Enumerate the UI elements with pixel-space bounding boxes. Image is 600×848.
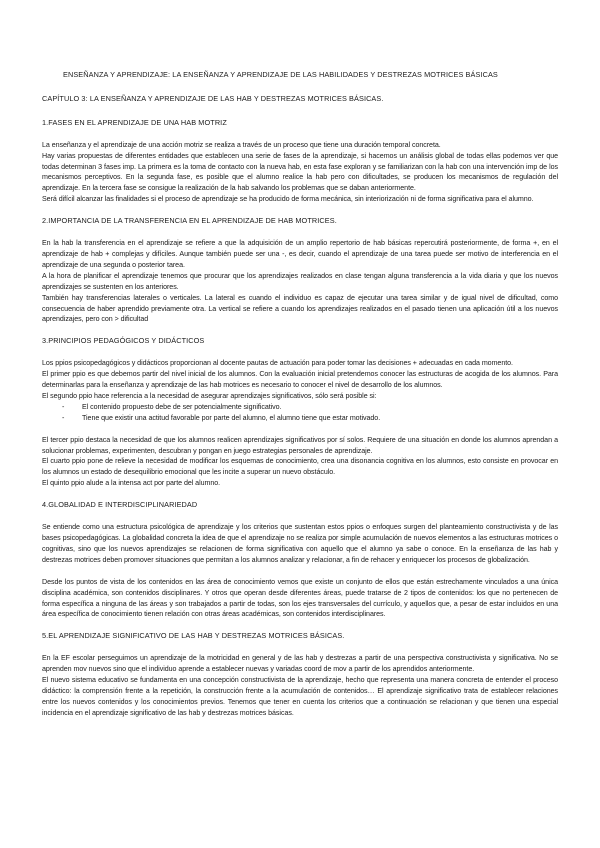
bullet-item (42, 413, 558, 424)
dash-bullet-icon: - (62, 413, 65, 422)
section-heading: 1.FASES EN EL APRENDIZAJE DE UNA HAB MOTRIZ (42, 117, 227, 127)
section-heading: 2.IMPORTANCIA DE LA TRANSFERENCIA EN EL APRENDIZAJE DE HAB MOTRICES. (42, 216, 337, 226)
paragraph: Los ppios psicopedagógicos y didácticos proporcionan al docente pautas de actuación para poder tomar las decisiones + adecuadas en cada momento. (42, 359, 513, 368)
paragraph: El cuarto ppio pone de relieve la necesidad de modificar los esquemas de conocimiento, crea una disonancia cognitiva en los alumnos, esto consiste en provocar en los alumnos un estado de desequilibrio emocional que les incite a superar un nuevo obstáculo. (42, 457, 558, 477)
paragraph: El primer ppio es que debemos partir del nivel inicial de los alumnos. Con la evaluación inicial pretendemos conocer las estructuras de acogida de los alumnos. Para determinarlas para la enseñanza y aprendizaje de las hab motrices es necesario to conocer el nivel de desarrollo de los alumnos. (42, 370, 558, 390)
document-page (42, 70, 558, 730)
paragraph: Hay varias propuestas de diferentes entidades que establecen una serie de fases de la aprendizaje, si hacemos un análisis global de todas ellas podemos ver que todas determinan 3 fases imp. La primera es la toma de contacto con la nueva hab, en esta fase exploran y se familiarizan con la hab con una intervención imp de los mecanismos perceptivos. En la segunda fase, es posible que el alumno realice la hab pero con dificultades, se producen los mecanismos de regulación del aprendizaje. En la tercera fase se consigue la realización de la hab salvando los problemas que se daban anteriormente. (42, 151, 558, 193)
paragraph: A la hora de planificar el aprendizaje tenemos que procurar que los aprendizajes realizados en clase tengan alguna transferencia a la vida diaria y que los nuevos aprendizajes se sustenten en los anteriores. (42, 271, 558, 291)
section-heading: 3.PRINCIPIOS PEDAGÓGICOS Y DIDÁCTICOS (42, 336, 205, 346)
paragraph: En la hab la transferencia en el aprendizaje se refiere a que la adquisición de un amplio repertorio de hab básicas repercutirá posteriormente, de forma +, en el aprendizaje de hab + complejas y difíciles. Aunque también puede ser una -, es decir, cuando el aprendizaje de una tarea puede ser motivo de interferencia en el aprendizaje de una segunda o posterior tarea. (42, 239, 558, 269)
paragraph: Será difícil alcanzar las finalidades si el proceso de aprendizaje se ha producido de forma mecánica, sin interiorización ni de forma significativa para el alumno. (42, 195, 534, 204)
section-4 (42, 500, 558, 620)
paragraph: El quinto ppio alude a la intensa act por parte del alumno. (42, 479, 221, 488)
dash-bullet-icon: - (62, 402, 65, 411)
bullet-text: El contenido propuesto debe de ser potencialmente significativo. (82, 402, 282, 411)
section-heading: 4.GLOBALIDAD E INTERDISCIPLINARIEDAD (42, 500, 198, 510)
bullet-text: Tiene que existir una actitud favorable por parte del alumno, el alumno tiene que estar motivado. (82, 413, 381, 422)
bullet-item (42, 402, 558, 413)
section-1 (42, 118, 558, 205)
paragraph: Se entiende como una estructura psicológica de aprendizaje y los criterios que sustentan estos ppios o enfoques surgen del planteamiento constructivista y de las bases psicopedagógicas. La globalidad concreta la idea de que el aprendizaje no se realiza por simple acumulación de nuevos elementos a las estructuras motrices o cognitivas, sino que los nuevos aprendizajes se relacionen de forma significativa con aquello que el alumno ya sabe o conoce. En la enseñanza de las hab y destrezas motrices deben promover situaciones que permitan a los alumnos analizar y relacionar, a fin de rehacer y enriquecer los procesos de globalización. (42, 523, 558, 564)
section-3 (42, 336, 558, 489)
spacer (42, 566, 558, 577)
bullet-list (42, 402, 558, 424)
section-5 (42, 631, 558, 718)
paragraph: En la EF escolar perseguimos un aprendizaje de la motricidad en general y de las hab y destrezas a partir de una perspectiva constructivista y significativa. No se aprenden mov nuevos sino que el individuo aprende a establecer nuevas y variadas coord de mov a partir de los aprendidos anteriormente. (42, 654, 558, 674)
spacer (42, 424, 558, 435)
paragraph: El nuevo sistema educativo se fundamenta en una concepción constructivista de la aprendizaje, hecho que representa una manera concreta de entender el proceso didáctico: la comprensión frente a la repetición, la construcción frente a la acumulación de contenidos… El aprendizaje significativo trata de establecer relaciones entre los nuevos contenidos y los conocimientos previos. Tenemos que tener en cuenta los criterios que a continuación se relacionan y que tienen una especial incidencia en el aprendizaje significativo de las hab y destrezas motrices básicas. (42, 676, 558, 717)
paragraph: La enseñanza y el aprendizaje de una acción motriz se realiza a través de un proceso que tiene una duración temporal concreta. (42, 140, 441, 149)
section-2 (42, 216, 558, 325)
paragraph: Desde los puntos de vista de los contenidos en las área de conocimiento vemos que existe un conjunto de ellos que están estrechamente vinculados a una única disciplina académica, son contenidos disciplinares. Y otros que operan desde diferentes áreas, puede tratarse de 2 tipos de contenidos: los que no pertenecen de forma específica a ninguna de las áreas y son trabajados a partir de todas, son los ejes transversales del currículo, y aquellos que, a pesar de estar incluidos en una área específica de conocimiento tienen relación con otras áreas académicas, son contenidos interdisciplinares. (42, 577, 558, 619)
paragraph: El segundo ppio hace referencia a la necesidad de asegurar aprendizajes significativos, sólo será posible si: (42, 391, 377, 400)
paragraph: También hay transferencias laterales o verticales. La lateral es cuando el individuo es capaz de ejecutar una tarea similar y de igual nivel de dificultad, como consecuencia de haber aprendido previamente otra. La vertical se refiere a cuando los aprendizajes realizados en el pasado tienen una aplicación útil a los nuevos aprendizajes, pero con > dificultad (42, 293, 558, 324)
paragraph: El tercer ppio destaca la necesidad de que los alumnos realicen aprendizajes significativos por sí solos. Requiere de una situación en donde los alumnos aprendan a solucionar problemas, experimenten, descubran y pongan en juego estrategias personales de aprendizaje. (42, 435, 558, 455)
section-heading: 5.EL APRENDIZAJE SIGNIFICATIVO DE LAS HAB Y DESTREZAS MOTRICES BÁSICAS. (42, 631, 345, 641)
document-title: ENSEÑANZA Y APRENDIZAJE: LA ENSEÑANZA Y APRENDIZAJE DE LAS HABILIDADES Y DESTREZAS MOTRICES BÁSICAS (63, 70, 498, 79)
chapter-title: CAPÍTULO 3: LA ENSEÑANZA Y APRENDIZAJE DE LAS HAB Y DESTREZAS MOTRICES BÁSICAS. (42, 93, 384, 103)
